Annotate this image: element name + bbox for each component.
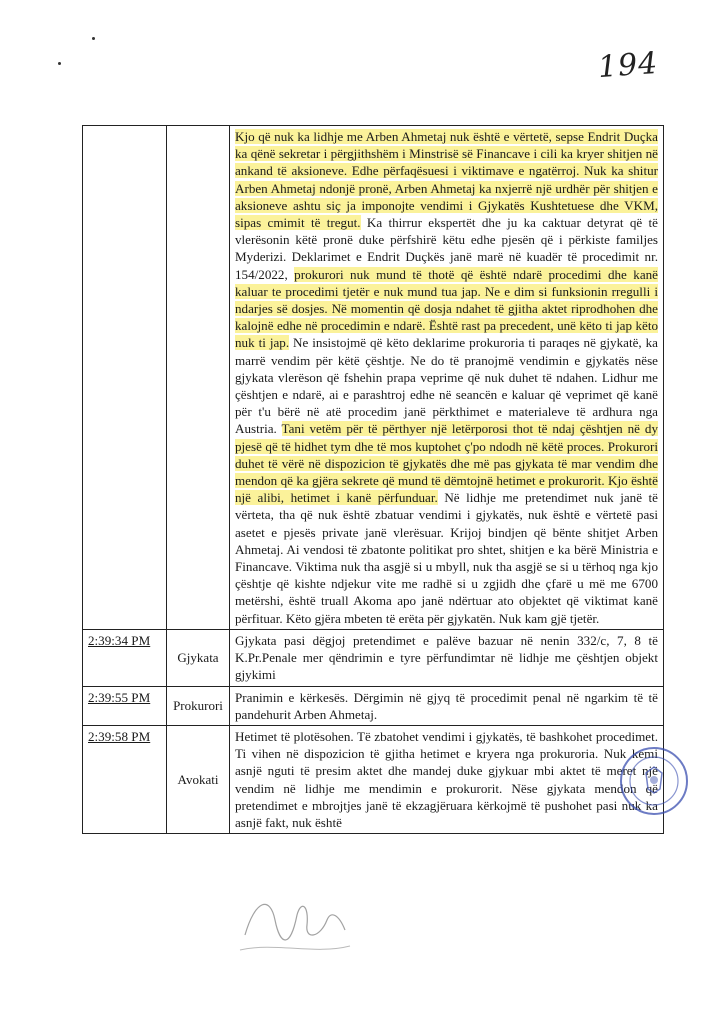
highlighted-text: Kjo që nuk ka lidhje me Arben Ahmetaj nuk është e vërtetë, sepse Endrit Duçka ka qënë sekretar i përgjithshëm i Minstrisë së Financave i cili ka kryer shitjen në ankand të aksioneve. Edhe përfaqësuesi i viktimave e ngatërroj. Nuk ka shitur Arben Ahmetaj ndonjë pronë, Arben Ahmetaj ka nxjerrë një urdhër për shitjen e aksioneve ashtu siç ja imponojte vendimi i Gjykatës Kushtetuese dhe VKM, sipas cmimit të tregut.: [235, 129, 658, 231]
official-stamp-icon: [618, 745, 690, 817]
time-cell: 2:39:58 PM: [83, 725, 167, 833]
plain-text: Në lidhje me pretendimet nuk janë të vërteta, tha që nuk është zbatuar vendimi i gjykatës, nuk është e vërtetë pasi asetet e pjesës private janë vlerësuar. Krijoj bindjen që bënte shitjet Arben Ahmetaj. Ai vendosi të zbatonte politikat pro shtet, shitjen e ka bërë Ministria e Financave. Viktima nuk tha asgjë si u mbyll, nuk tha asgjë se si u tërhoq nga kjo çështje që kishte ndjekur vite me radhë si u zgjidh dhe çfarë u më me 6700 metërshi, është truall Akoma apo janë ndërtuar ato objektet që viktimat kanë përfituar. Këto gjëra mbeten të erëta për gjykatën. Nuk kam gjë tjetër.: [235, 490, 658, 626]
table-row: [83, 629, 664, 686]
speaker-cell: [167, 126, 230, 630]
statement-text: [235, 128, 658, 627]
statement-cell: [230, 126, 664, 630]
time-cell: 2:39:55 PM: [83, 686, 167, 725]
transcript-table: [82, 125, 664, 834]
signature-icon: [235, 880, 355, 960]
scan-speck: [58, 62, 61, 65]
speaker-cell: Gjykata: [167, 629, 230, 686]
statement-cell: Gjykata pasi dëgjoj pretendimet e palëve bazuar në nenin 332/c, 7, 8 të K.Pr.Penale mer qëndrimin e tyre përfundimtar në lidhje me çështjen objekt gjykimi: [230, 629, 664, 686]
plain-text: Ka thirrur ekspertët dhe ju ka caktuar detyrat që të vlerësonin këtë pronë duke përfshirë këtu edhe pjesën që i përkiste familjes Myderizi. Deklarimet e Endrit Duçkës janë marë në kuadër të procedimit nr. 154/2022,: [235, 215, 658, 282]
statement-cell: Hetimet të plotësohen. Të zbatohet vendimi i gjykatës, të bashkohet procedimet. Ti vihen në dispozicion të gjitha hetimet e kryera nga prokuroria. Nuk kemi asnjë nguti të presim aktet dhe mandej duke gjykuar mbi aktet të meret një vendim në lidhje me mendimin e prokurorit. Nëse gjykata mendon që pretendimet e mbrojtjes janë të ekzagjëruara kërkojmë të pushohet pasi nuk ka asnjë fakt, nuk është: [230, 725, 664, 833]
time-cell: [83, 126, 167, 630]
highlighted-text: prokurori nuk mund të thotë që është ndarë procedimi dhe kanë kaluar te procedimi tjetër e nuk mund tua jap. Ne e dim si funksionin rregulli i ndarjes së dosjes. Në momentin që dosja ndahet të gjitha aktet riprodhohen dhe kalojnë edhe në procedimin e ndarë. Është rast pa precedent, unë këto ti jap këto nuk ti jap.: [235, 266, 658, 351]
table-row: [83, 126, 664, 630]
time-cell: 2:39:34 PM: [83, 629, 167, 686]
table-row: [83, 725, 664, 833]
table-row: [83, 686, 664, 725]
highlighted-text: Tani vetëm për të përthyer një letërporosi thot të ndaj çështjen në dy pjesë që të hidhet tym dhe të mos kuptohet ç'po ndodh në këtë proces. Prokurori duhet të vërë në dispozicion të gjykatës dhe më pas gjykata të mar vendim dhe mendon që ka gjëra sekrete që mund të dëmtojnë hetimet e prokurorit. Kjo është një alibi, hetimet i kanë përfunduar.: [235, 421, 658, 506]
scan-speck: [92, 37, 95, 40]
plain-text: Ne insistojmë që këto deklarime prokuroria ti paraqes në gjykatë, ka marrë vendim për këtë çështje. Ne do të pranojmë vendimin e gjykatës nëse gjykata vlerëson që fshehin prapa veprime që nuk duhet të ndahen. Lidhur me çështjen e ndarë, ai e parashtroj edhe në seancën e kaluar që veprimet që kanë për t'u bërë në atë procedim janë përkthimet e materialeve të ardhura nga Austria.: [235, 335, 658, 437]
statement-cell: Pranimin e kërkesës. Dërgimin në gjyq të procedimit penal në ngarkim të të pandehurit Arben Ahmetaj.: [230, 686, 664, 725]
page-number: 194: [596, 45, 660, 86]
speaker-cell: Prokurori: [167, 686, 230, 725]
speaker-cell: Avokati: [167, 725, 230, 833]
